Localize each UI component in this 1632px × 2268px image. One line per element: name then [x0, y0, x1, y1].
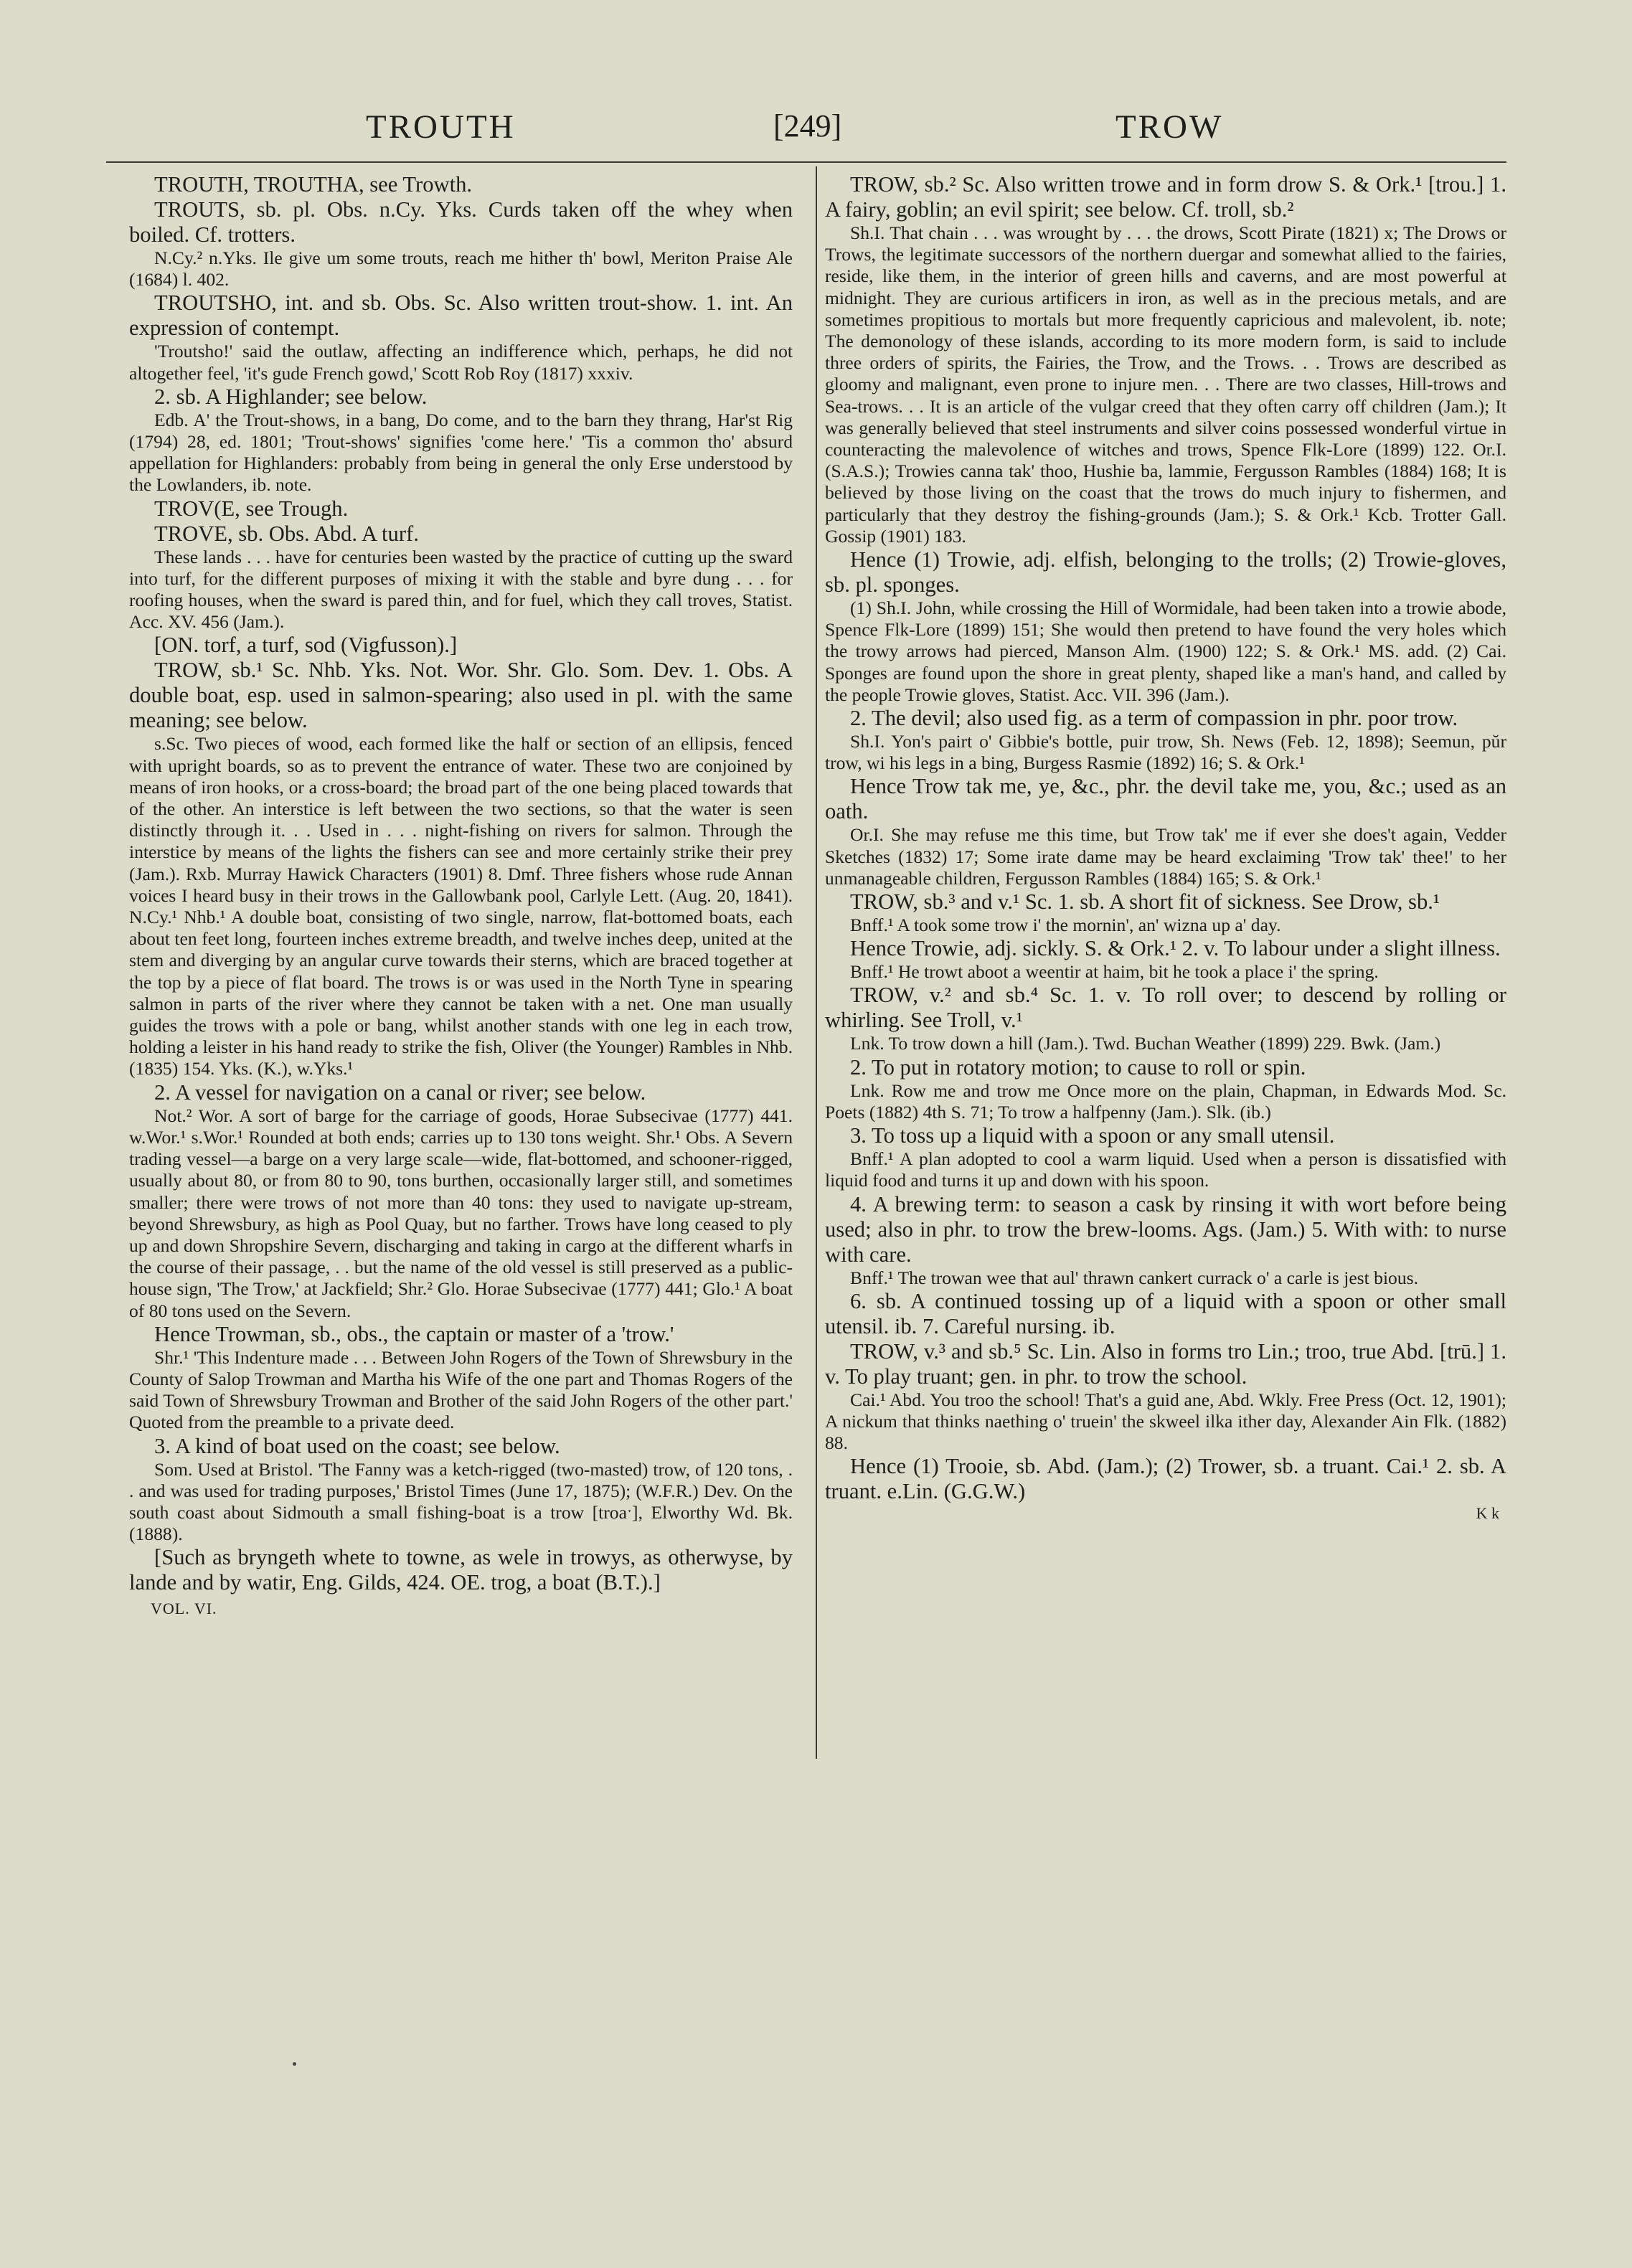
dictionary-quote: Bnff.¹ The trowan wee that aul' thrawn cankert currack o' a carle is jest bious. [850, 1267, 1419, 1288]
dictionary-entry: 6. sb. A continued tossing up of a liquid with a spoon or other small utensil. ib. 7. Careful nursing. ib. [825, 1288, 1506, 1338]
column-divider [816, 166, 817, 1759]
dictionary-quote: Som. Used at Bristol. 'The Fanny was a ketch-rigged (two-masted) trow, of 120 tons, . . and was used for trading purposes,' Bristol Times (June 17, 1875); (W.F.R.) Dev. On the south coast about Sidmouth a small fishing-boat is a trow [troaˑ], Elworthy Wd. Bk. (1888). [129, 1458, 793, 1545]
right-column [825, 172, 1506, 1523]
dictionary-quote: Or.I. She may refuse me this time, but Trow tak' me if ever she does't again, Vedder Sketches (1832) 17; Some irate dame may be heard exclaiming 'Trow tak' thee!' to her unmanageable children, Fergusson Rambles (1884) 165; S. & Ork.¹ [825, 824, 1506, 889]
left-column [129, 172, 793, 1618]
dictionary-entry: 2. sb. A Highlander; see below. [154, 384, 428, 409]
dictionary-quote: 'Troutsho!' said the outlaw, affecting an indifference which, perhaps, he did not altogether feel, 'it's gude French gowd,' Scott Rob Roy (1817) xxxiv. [129, 341, 793, 384]
header-left-word: TROUTH [366, 108, 516, 146]
dictionary-entry: Hence (1) Trooie, sb. Abd. (Jam.); (2) Trower, sb. a truant. Cai.¹ 2. sb. A truant. e.Lin. (G.G.W.) [825, 1454, 1506, 1504]
dictionary-entry: TROV(E, see Trough. [154, 496, 349, 521]
print-speck [293, 2062, 296, 2066]
dictionary-entry: TROW, sb.³ and v.¹ Sc. 1. sb. A short fit of sickness. See Drow, sb.¹ [850, 889, 1440, 915]
dictionary-entry: Hence Trowie, adj. sickly. S. & Ork.¹ 2. v. To labour under a slight illness. [850, 936, 1501, 961]
dictionary-entry: 2. To put in rotatory motion; to cause to roll or spin. [850, 1054, 1306, 1079]
dictionary-entry: 2. A vessel for navigation on a canal or river; see below. [154, 1079, 646, 1105]
dictionary-entry: Hence Trow tak me, ye, &c., phr. the devil take me, you, &c.; used as an oath. [825, 774, 1506, 824]
dictionary-entry: TROVE, sb. Obs. Abd. A turf. [154, 521, 419, 546]
dictionary-quote: Sh.I. Yon's pairt o' Gibbie's bottle, puir trow, Sh. News (Feb. 12, 1898); Seemun, pŭr trow, wi his legs in a bing, Burgess Rasmie (1892) 16; S. & Ork.¹ [825, 731, 1506, 774]
signature-mark: K k [1476, 1504, 1499, 1523]
dictionary-note: [Such as bryngeth whete to towne, as wele in trowys, as otherwyse, by lande and by watir, Eng. Gilds, 424. OE. trog, a boat (B.T.).] [129, 1545, 793, 1595]
dictionary-quote: Bnff.¹ A plan adopted to cool a warm liquid. Used when a person is dissatisfied with liquid food and turns it up and down with his spoon. [825, 1148, 1506, 1191]
dictionary-quote: Cai.¹ Abd. You troo the school! That's a guid ane, Abd. Wkly. Free Press (Oct. 12, 1901); A nickum that thinks naething o' truein' the skweel ilka ither day, Alexander Ain Flk. (1882) 88. [825, 1389, 1506, 1454]
dictionary-entry: 4. A brewing term: to season a cask by rinsing it with wort before being used; also in phr. to trow the brew-looms. Ags. (Jam.) 5. With with: to nurse with care. [825, 1191, 1506, 1267]
dictionary-note: [ON. torf, a turf, sod (Vigfusson).] [154, 633, 458, 658]
dictionary-quote: Lnk. Row me and trow me Once more on the plain, Chapman, in Edwards Mod. Sc. Poets (1882) 4th S. 71; To trow a halfpenny (Jam.). Slk. (ib.) [825, 1079, 1506, 1123]
dictionary-entry: TROW, sb.² Sc. Also written trowe and in form drow S. & Ork.¹ [trou.] 1. A fairy, goblin; an evil spirit; see below. Cf. troll, sb.² [825, 172, 1506, 222]
dictionary-entry: 3. To toss up a liquid with a spoon or any small utensil. [850, 1123, 1335, 1148]
page-number: [249] [773, 108, 842, 143]
dictionary-entry: TROW, sb.¹ Sc. Nhb. Yks. Not. Wor. Shr. Glo. Som. Dev. 1. Obs. A double boat, esp. used in salmon-spearing; also used in pl. with the same meaning; see below. [129, 658, 793, 733]
dictionary-quote: (1) Sh.I. John, while crossing the Hill of Wormidale, had been taken into a trowie abode, Spence Flk-Lore (1899) 151; She would then pretend to have found the very holes which the trowy arrows had pierced, Manson Alm. (1900) 122; S. & Ork.¹ MS. add. (2) Cai. Sponges are found upon the shore in great plenty, shaped like a man's hand, and called by the people Trowie gloves, Statist. Acc. VII. 396 (Jam.). [825, 597, 1506, 705]
dictionary-entry: TROUTH, TROUTHA, see Trowth. [154, 172, 473, 197]
dictionary-entry: 2. The devil; also used fig. as a term of compassion in phr. poor trow. [850, 706, 1458, 731]
dictionary-entry: TROW, v.² and sb.⁴ Sc. 1. v. To roll over; to descend by rolling or whirling. See Troll, v.¹ [825, 983, 1506, 1033]
header-right-word: TROW [1115, 108, 1224, 146]
volume-label: VOL. VI. [151, 1600, 217, 1618]
header-rule [106, 161, 1506, 163]
dictionary-quote: Bnff.¹ He trowt aboot a weentir at haim, bit he took a place i' the spring. [850, 961, 1379, 983]
dictionary-entry: TROW, v.³ and sb.⁵ Sc. Lin. Also in forms tro Lin.; troo, true Abd. [trū.] 1. v. To play truant; gen. in phr. to trow the school. [825, 1338, 1506, 1389]
dictionary-quote: Not.² Wor. A sort of barge for the carriage of goods, Horae Subsecivae (1777) 441. w.Wor.¹ s.Wor.¹ Rounded at both ends; carries up to 130 tons weight. Shr.¹ Obs. A Severn trading vessel—a barge on a very large scale—wide, flat-bottomed, and schooner-rigged, usually about 80, or from 80 to 90, tons burthen, occasionally larger still, and sometimes smaller; there were trows of not more than 40 tons: they used to navigate up-stream, beyond Shrewsbury, as high as Pool Quay, but no farther. Trows have long ceased to ply up and down Shropshire Severn, discharging and taking in cargo at the different wharfs in the course of their passage, . . but the name of the old vessel is still preserved as a public-house sign, 'The Trow,' at Jackfield; Shr.² Glo. Horae Subsecivae (1777) 441; Glo.¹ A boat of 80 tons used on the Severn. [129, 1105, 793, 1321]
dictionary-quote: Bnff.¹ A took some trow i' the mornin', an' wizna up a' day. [850, 915, 1281, 936]
dictionary-quote: Shr.¹ 'This Indenture made . . . Between John Rogers of the Town of Shrewsbury in the County of Salop Trowman and Martha his Wife of the one part and Thomas Rogers of the said Town of Shrewsbury Trowman and Brother of the said John Rogers of the other part.' Quoted from the preamble to a private deed. [129, 1346, 793, 1433]
dictionary-entry: TROUTSHO, int. and sb. Obs. Sc. Also written trout-show. 1. int. An expression of contempt. [129, 290, 793, 341]
dictionary-quote: These lands . . . have for centuries been wasted by the practice of cutting up the sward into turf, for the different purposes of mixing it with the stable and byre dung . . . for roofing houses, when the sward is pared thin, and for fuel, which they call troves, Statist. Acc. XV. 456 (Jam.). [129, 546, 793, 633]
dictionary-quote: N.Cy.² n.Yks. Ile give um some trouts, reach me hither th' bowl, Meriton Praise Ale (1684) l. 402. [129, 247, 793, 290]
dictionary-entry: Hence Trowman, sb., obs., the captain or master of a 'trow.' [154, 1321, 674, 1346]
dictionary-entry: 3. A kind of boat used on the coast; see below. [154, 1433, 560, 1458]
dictionary-quote: Lnk. To trow down a hill (Jam.). Twd. Buchan Weather (1899) 229. Bwk. (Jam.) [850, 1033, 1441, 1054]
dictionary-entry: Hence (1) Trowie, adj. elfish, belonging to the trolls; (2) Trowie-gloves, sb. pl. sponges. [825, 547, 1506, 597]
dictionary-quote: Sh.I. That chain . . . was wrought by . . . the drows, Scott Pirate (1821) x; The Drows or Trows, the legitimate successors of the northern duergar and somewhat allied to the fairies, reside, like them, in the interior of green hills and caverns, and are most powerful at midnight. They are curious artificers in iron, as well as in the precious metals, and are sometimes propitious to mortals but more frequently capricious and malevolent, ib. note; The demonology of these islands, according to its more modern form, is said to include three orders of spirits, the Fairies, the Trow, and the Trows. . . Trows are described as gloomy and malignant, even prone to injure men. . . There are two classes, Hill-trows and Sea-trows. . . It is an article of the vulgar creed that they often carry off children (Jam.); It was generally believed that steel instruments and silver coins possessed wonderful virtue in counteracting the malevolence of witches and trows, Spence Flk-Lore (1899) 122. Or.I. (S.A.S.); Trowies canna tak' thoo, Hushie ba, lammie, Fergusson Rambles (1884) 168; It is believed by those living on the coast that the trows do much injury to fishermen, and particularly that they destroy the fishing-grounds (Jam.); S. & Ork.¹ Kcb. Trotter Gall. Gossip (1901) 183. [825, 222, 1506, 547]
running-head [0, 108, 1632, 151]
dictionary-quote: s.Sc. Two pieces of wood, each formed like the half or section of an ellipsis, fenced with upright boards, so as to prevent the entrance of water. These two are conjoined by means of iron hooks, or a cross-board; the broad part of the one being placed towards that of the other. An interstice is left between the two sections, so that the water is seen distinctly through it. . . Used in . . . night-fishing on rivers for salmon. Through the interstice by means of the lights the fishers can see and more certainly strike their prey (Jam.). Rxb. Murray Hawick Characters (1901) 8. Dmf. Three fishers whose rude Annan voices I heard busy in their trows in the Gallowbank pool, Carlyle Lett. (Aug. 20, 1841). N.Cy.¹ Nhb.¹ A double boat, consisting of two single, narrow, flat-bottomed boats, each about ten feet long, fourteen inches extreme breadth, and twelve inches deep, united at the stem and diverging by an angular curve towards their sterns, which are braced together at the top by a piece of flat board. The trows is or was used in the North Tyne in spearing salmon in parts of the river where they cannot be taken with a net. One man usually guides the trows with a pole or bang, whilst another stands with one leg in each trow, holding a leister in his hand ready to strike the fish, Oliver (the Younger) Rambles in Nhb. (1835) 154. Yks. (K.), w.Yks.¹ [129, 733, 793, 1079]
dictionary-quote: Edb. A' the Trout-shows, in a bang, Do come, and to the barn they thrang, Har'st Rig (1794) 28, ed. 1801; 'Trout-shows' signifies 'come here.' 'Tis a common tho' absurd appellation for Highlanders: probably from being in general the only Erse understood by the Lowlanders, ib. note. [129, 409, 793, 496]
dictionary-entry: TROUTS, sb. pl. Obs. n.Cy. Yks. Curds taken off the whey when boiled. Cf. trotters. [129, 197, 793, 247]
